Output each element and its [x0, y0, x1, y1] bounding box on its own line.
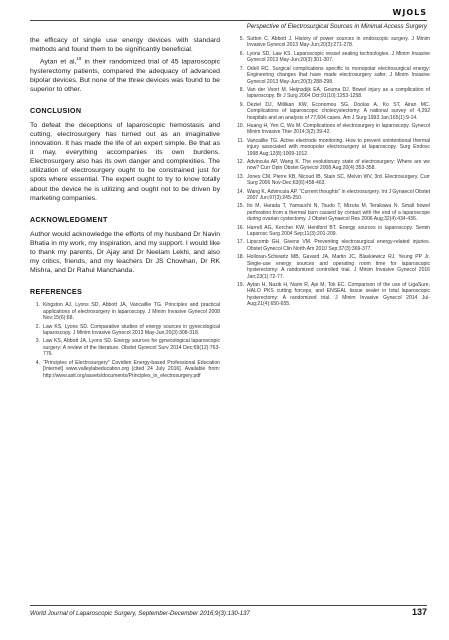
reference-text: Jones CM, Pierre KB, Nicoud IB, Stain SC, Melvin WV, 3rd. Electrosurgery. Curr Surg 2006 Nov-Dec;63(6):458-463. [247, 173, 430, 187]
journal-citation: World Journal of Laparoscopic Surgery, September-December 2016;9(3):130-137 [30, 610, 250, 617]
right-column [234, 36, 430, 310]
reference-item [234, 51, 430, 64]
reference-item [30, 324, 220, 337]
reference-text: Holloran-Schwartz MB, Gavard JA, Martin JC, Blaskiewicz RJ, Yeung PP Jr. Single-use energy sources and operating room time for laparoscopic hysterectomy: A randomized controlled trial. J Minim Invasive Gynecol 2016 Jan;23(1):72-77. [247, 254, 430, 280]
reference-number: 6. [239, 50, 244, 57]
reference-item [234, 189, 430, 202]
header-divider [30, 20, 427, 21]
reference-number: 13. [236, 173, 244, 180]
conclusion-paragraph: To defeat the deceptions of laparoscopic hemostasis and cutting, electrosurgery has turned out as an imaginative innovation. It has made the life of an expert simple. Be that as it may, everything accompanies its own burdens. Electrosurgery also has its own danger and complexities. The utilization of electrosurgery ought to be constrained just for spots where essential. The expert ought to try to know totally about the device he is utilizing and ought not to be driven by marketing companies. [30, 121, 220, 202]
reference-item [234, 225, 430, 238]
reference-number: 15. [236, 203, 244, 210]
reference-text: Huang H, Yen C, Wu M. Complications of electrosurgery in laparoscopy. Gynecol Minim Invasive Ther 2014;3(2):39-42. [247, 122, 430, 136]
reference-text: Deziel DJ, Millikan KW, Economou SG, Doolas A, Ko ST, Airan MC. Complications of laparoscopic cholecystectomy: A national survey of 4,292 hospitals and an analysis of 77,604 cases. Am J Surg 1993 Jan;165(1):9-14. [247, 101, 430, 121]
reference-number: 8. [239, 86, 244, 93]
reference-text: Advincula AP, Wang K. The evolutionary state of electrosurgery: Where are we now? Curr Opin Obstet Gynecol 2008 Aug;20(4):353-358. [247, 158, 430, 172]
reference-number: 11. [237, 137, 244, 144]
reference-number: 17. [236, 239, 244, 246]
reference-item [234, 102, 430, 121]
reference-number: 2. [35, 323, 40, 330]
body-paragraph: the efficacy of single use energy devices with standard methods and found them to be significantly beneficial. [30, 37, 220, 54]
reference-item [234, 203, 430, 222]
acknowledgment-heading: ACKNOWLEDGMENT [30, 214, 108, 224]
running-head: Perspective of Electrosurgical Sources in Minimal Access Surgery [246, 23, 427, 30]
reference-number: 7. [239, 65, 244, 72]
reference-text: Odell RC. Surgical complications specific to monopolar electrosurgical energy: Engineering changes that have made electrosurgery safer. J Minim Invasive Gynecol 2013 May-Jun;20(3):288-298. [247, 65, 430, 85]
conclusion-heading: CONCLUSION [30, 105, 82, 115]
reference-item [234, 123, 430, 136]
reference-number: 3. [35, 338, 40, 345]
reference-number: 5. [239, 36, 244, 42]
acknowledgment-paragraph: Author would acknowledge the efforts of my husband Dr Navin Bhatia in my work, my inspiration, and my support. I would like to thank my parents, Dr Ajay and Dr Neelam Lekhi, and also my critics, friends, and my teachers Dr JS Chowhan, Dr RK Mishra, and Dr Rahul Manchanda. [30, 230, 220, 275]
reference-text: Kingston AJ, Lyons SD, Abbott JA, Vancaillie TG. Principles and practical applications of electrosurgery in laparoscopy. J Minim Invasive Gynecol 2008 Nov;15(6):68. [43, 302, 220, 322]
reference-number: 12. [236, 158, 244, 165]
page-number: 137 [411, 607, 427, 617]
reference-text: Vancaillie TG. Active electrode monitoring. How to prevent unintentional thermal injury associated with monopolar electrosurgery at laparoscopy. Surg Endosc 1998 Aug;12(8):1009-1012. [247, 137, 430, 157]
journal-brand: WJOLS [392, 8, 427, 17]
reference-item [234, 87, 430, 100]
reference-text: Sutton C, Abbott J. History of power sources in endoscopic surgery. J Minim Invasive Gynecol 2013 May-Jun;20(3):271-278. [247, 36, 430, 49]
reference-text: Wang K, Advincula AP. “Current thoughts” in electrosurgery. Int J Gynaecol Obstet 2007 Jun;97(3):245-250. [247, 188, 430, 201]
reference-item [234, 36, 430, 49]
reference-text: Ito M, Harada T, Yamauchi N, Tsudo T, Mizuta M, Terakawa N. Small bowel perforation from a thermal burn caused by contact with the end of a laparoscope during ovarian cystectomy. J Obstet Gynaecol Res 2006 Aug;32(4):434-436. [247, 203, 430, 223]
reference-number: 4. [35, 359, 40, 366]
reference-item [30, 360, 220, 380]
reference-item [234, 254, 430, 280]
reference-item [30, 302, 220, 322]
reference-item [234, 159, 430, 172]
reference-number: 16. [236, 224, 244, 231]
footer-divider [30, 605, 427, 606]
reference-list-left [30, 302, 220, 379]
references-heading: REFERENCES [30, 287, 83, 297]
reference-item [234, 174, 430, 187]
reference-item [234, 239, 430, 252]
reference-number: 9. [239, 101, 244, 108]
reference-item [30, 338, 220, 358]
reference-text: Lipscomb GH, Givens VM. Preventing electrosurgical energy-related injuries. Obstet Gynecol Clin North Am 2010 Sep;37(3):369-377. [247, 239, 430, 252]
reference-number: 19. [236, 281, 244, 288]
left-column [30, 36, 220, 381]
reference-number: 1. [35, 302, 40, 309]
reference-number: 14. [236, 188, 244, 195]
reference-item [234, 282, 430, 308]
reference-text: Law KS, Abbott JA, Lyons SD. Energy sources for gynecological laparoscopic surgery: A review of the literature. Obstet Gynecol Surv 2014 Dec;69(12):763-776. [43, 338, 220, 358]
reference-text: “Principles of Electrosurgery” Covidien Energy-based Professional Education [Internet] www.valleylabeducation.org [cited 24 July 2016]. Available from: http://www.asit.org/assets/documents/Principles_in_electrosurgery.pdf [43, 359, 220, 379]
reference-text: Aytan H, Nazik H, Narin R, Api M, Tok EC. Comparison of the use of LigaSure, HALO PKS cutting forceps, and ENSEAL tissue sealer in total laparoscopic hysterectomy: A randomized trial. J Minim Invasive Gynecol 2014 Jul-Aug;21(4):650-655. [247, 281, 430, 308]
body-paragraph: Aytan et al,$^{19}$ in their randomized trial of 45 laparoscopic hysterectomy patients, compared the adequacy of advanced bipolar devices. But none of the three devices was found to be superior to other. [30, 56, 220, 93]
reference-list-right [234, 36, 430, 308]
reference-text: Lyons SD, Law KS. Laparoscopic vessel sealing technologies. J Minim Invasive Gynecol 2013 May-Jun;20(3):301-307. [247, 50, 430, 64]
reference-text: Harrell AG, Kercher KW, Heniford BT. Energy sources in laparoscopy. Semin Laparosc Surg 2004 Sep;11(3):201-209. [247, 224, 430, 238]
reference-item [234, 66, 430, 85]
reference-number: 18. [236, 254, 244, 261]
reference-text: Van der Voort M, Heijnsdijk EA, Gouma DJ. Bowel injury as a complication of laparoscopy. Br J Surg 2004 Oct;91(10):1253-1258. [247, 86, 430, 100]
reference-item [234, 138, 430, 157]
reference-text: Law KS, Lyons SD. Comparative studies of energy sources in gynecological laparoscopy. J Minim Invasive Gynecol 2013 May-Jun;20(3):308-318. [43, 323, 220, 337]
reference-number: 10. [236, 122, 244, 129]
